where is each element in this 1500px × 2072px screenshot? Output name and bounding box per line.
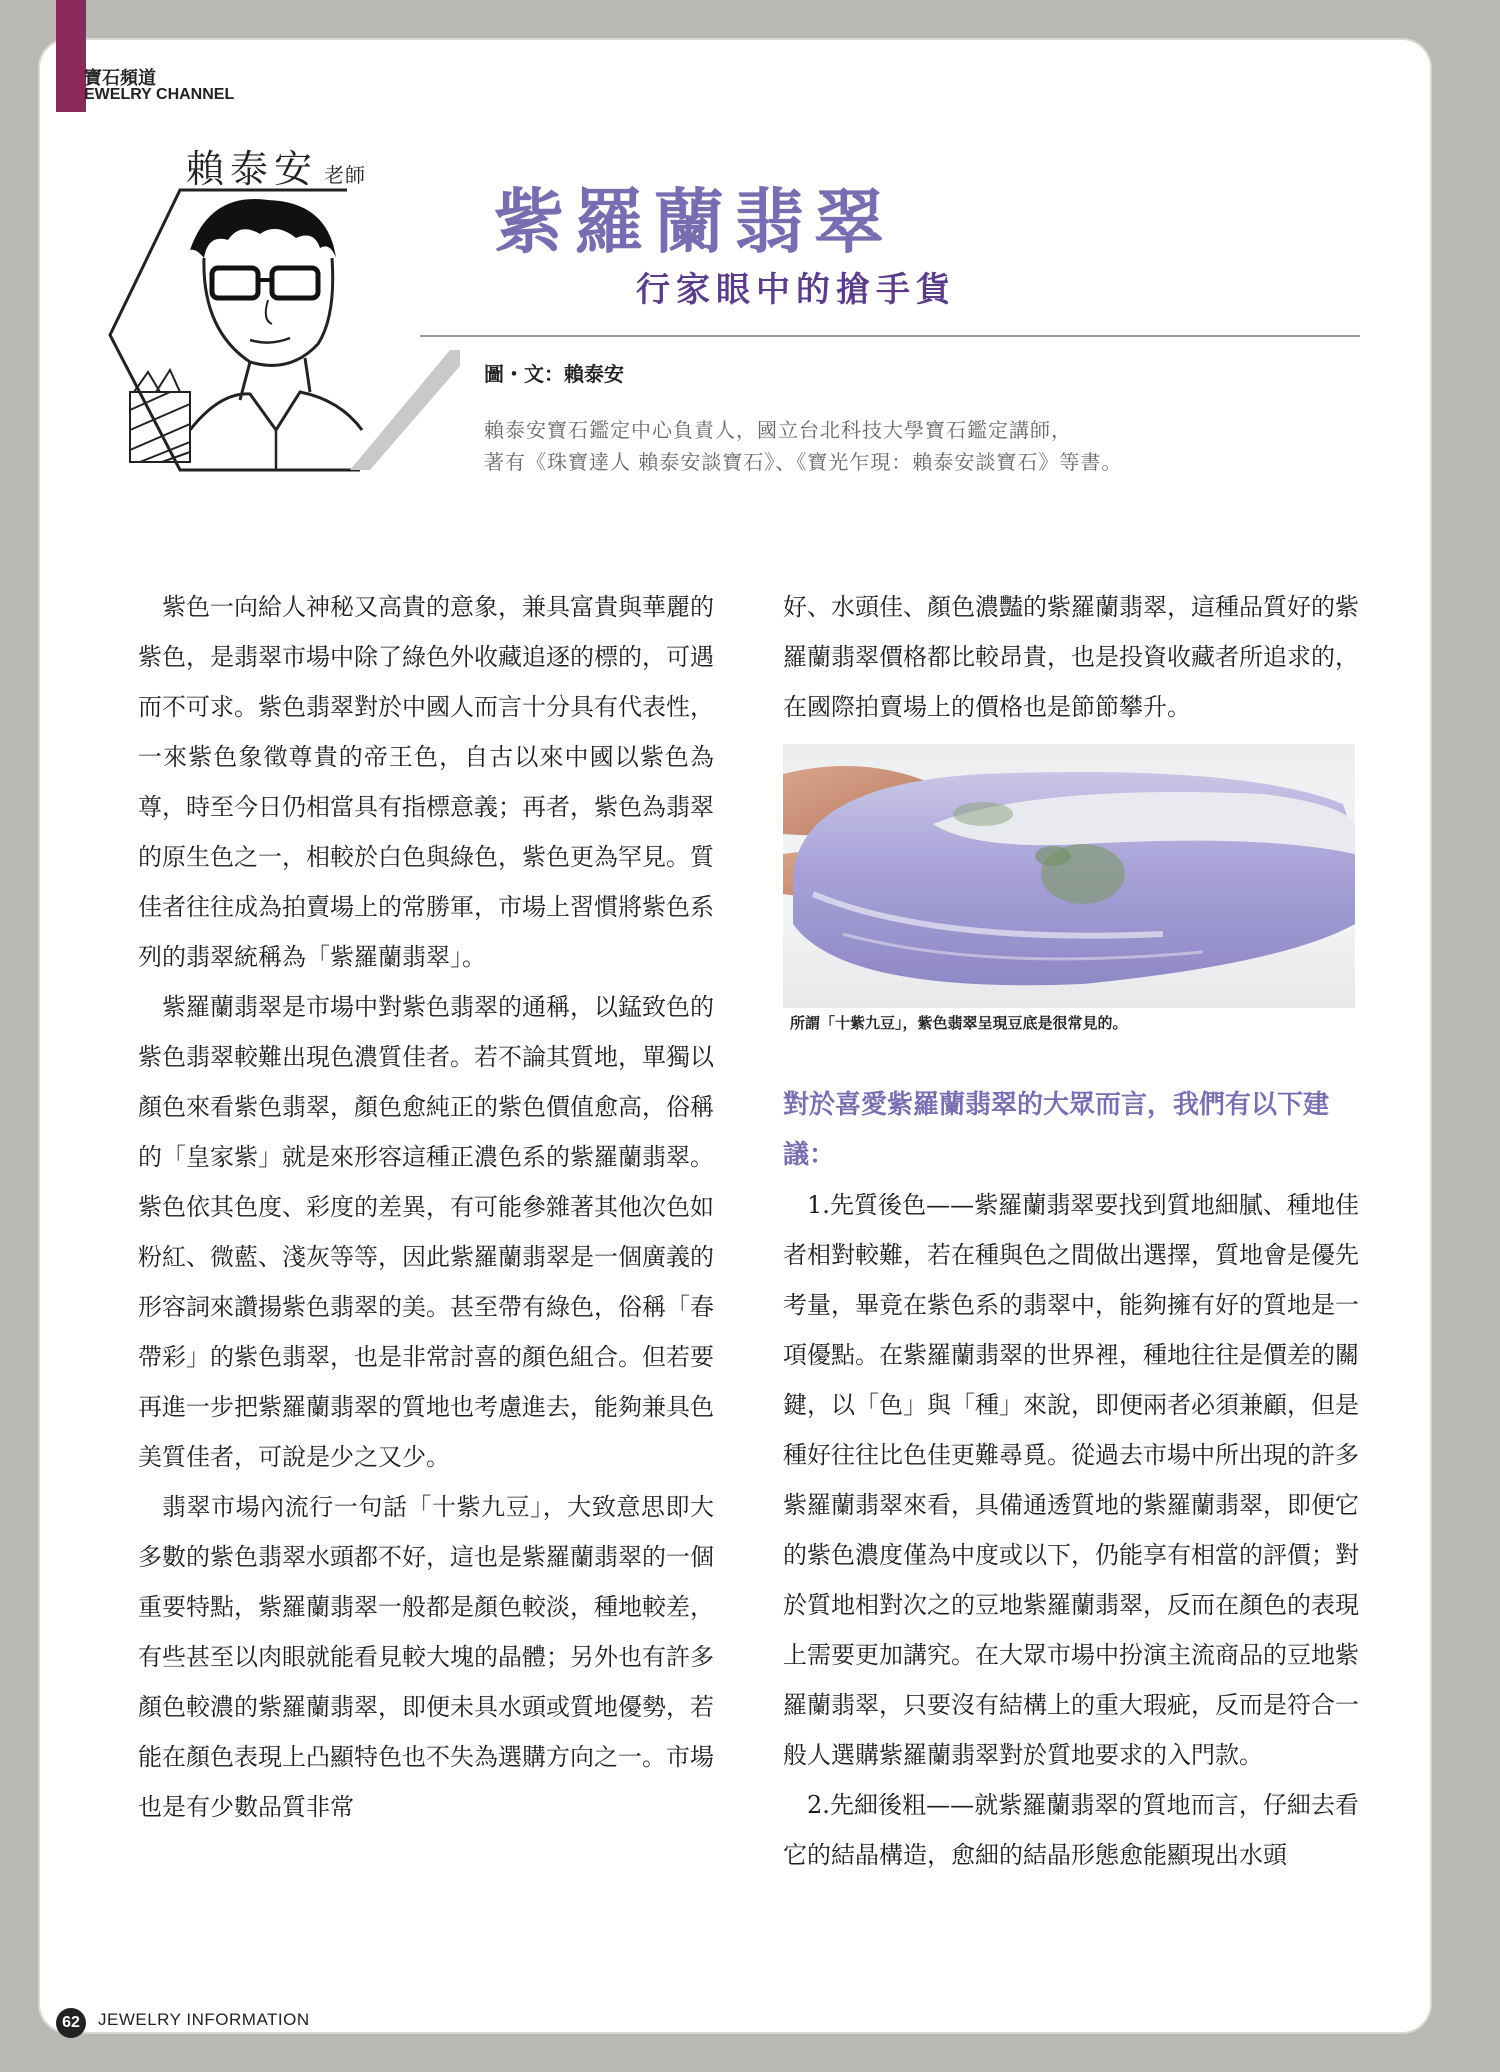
right-column-tips: [783, 1180, 1359, 1880]
tip-2-text: 就紫羅蘭翡翠的質地而言，仔細去看它的結晶構造，愈細的結晶形態愈能顯現出水頭: [783, 1791, 1360, 1869]
article-subtitle: 行家眼中的搶手貨: [636, 270, 956, 310]
section-title-zh: 寶石頻道: [84, 68, 156, 89]
author-name: 賴泰安: [186, 147, 319, 191]
left-paragraph-1: 紫色一向給人神秘又高貴的意象，兼具富貴與華麗的紫色，是翡翠市場中除了綠色外收藏追逐的標的，可遇而不可求。紫色翡翠對於中國人而言十分具有代表性，一來紫色象徵尊貴的帝王色，自古以來中國以紫色為尊，時至今日仍相當具有指標意義；再者，紫色為翡翠的原生色之一，相較於白色與綠色，紫色更為罕見。質佳者往往成為拍賣場上的常勝軍，市場上習慣將紫色系列的翡翠統稱為「紫羅蘭翡翠」。: [138, 593, 714, 971]
tip-1-text: 紫羅蘭翡翠要找到質地細膩、種地佳者相對較難，若在種與色之間做出選擇，質地會是優先考量，畢竟在紫色系的翡翠中，能夠擁有好的質地是一項優點。在紫羅蘭翡翠的世界裡，種地往往是價差的關鍵，以「色」與「種」來說，即便兩者必須兼顧，但是種好往往比色佳更難尋覓。從過去市場中所出現的許多紫羅蘭翡翠來看，具備通透質地的紫羅蘭翡翠，即便它的紫色濃度僅為中度或以下，仍能享有相當的評價；對於質地相對次之的豆地紫羅蘭翡翠，反而在顏色的表現上需要更加講究。在大眾市場中扮演主流商品的豆地紫羅蘭翡翠，只要沒有結構上的重大瑕疵，反而是符合一般人選購紫羅蘭翡翠對於質地要求的入門款。: [783, 1191, 1360, 1769]
left-paragraph-3: 翡翠市場內流行一句話「十紫九豆」，大致意思即大多數的紫色翡翠水頭都不好，這也是紫羅蘭翡翠的一個重要特點，紫羅蘭翡翠一般都是顏色較淡，種地較差，有些甚至以肉眼就能看見較大塊的晶體；另外也有許多顏色較濃的紫羅蘭翡翠，即便未具水頭或質地優勢，若能在顏色表現上凸顯特色也不失為選購方向之一。市場也是有少數品質非常: [138, 1493, 714, 1821]
left-column: [138, 582, 714, 1832]
author-bio-line-2: 著有《珠寶達人 賴泰安談寶石》、《寶光乍現：賴泰安談寶石》等書。: [484, 450, 1123, 474]
article-byline: 圖・文：賴泰安: [484, 362, 624, 386]
tip-2-label: 2.先細後粗——: [807, 1791, 975, 1819]
tip-1: [783, 1180, 1359, 1780]
tip-1-label: 1.先質後色——: [807, 1191, 975, 1219]
author-bio-line-1: 賴泰安寶石鑑定中心負責人，國立台北科技大學寶石鑑定講師，: [484, 418, 1072, 442]
magazine-name: JEWELRY INFORMATION: [98, 2010, 310, 2029]
author-bio: [484, 414, 1122, 478]
article-title: 紫羅蘭翡翠: [494, 181, 894, 263]
section-letter: J: [58, 57, 84, 109]
page-number: 62: [56, 2008, 86, 2038]
jade-bangle-photo: [783, 744, 1355, 1008]
tip-2: [783, 1780, 1359, 1880]
advice-heading: 對於喜愛紫羅蘭翡翠的大眾而言，我們有以下建議：: [783, 1090, 1330, 1170]
right-column-top: [783, 582, 1359, 732]
author-signature: [186, 138, 366, 193]
section-title-en: EWELRY CHANNEL: [84, 86, 235, 103]
right-paragraph-1: 好、水頭佳、顏色濃豔的紫羅蘭翡翠，這種品質好的紫羅蘭翡翠價格都比較昂貴，也是投資收藏者所追求的，在國際拍賣場上的價格也是節節攀升。: [783, 593, 1359, 721]
author-title: 老師: [324, 163, 367, 187]
left-paragraph-2: 紫羅蘭翡翠是市場中對紫色翡翠的通稱，以錳致色的紫色翡翠較難出現色濃質佳者。若不論其質地，單獨以顏色來看紫色翡翠，顏色愈純正的紫色價值愈高，俗稱的「皇家紫」就是來形容這種正濃色系的紫羅蘭翡翠。紫色依其色度、彩度的差異，有可能參雜著其他次色如粉紅、微藍、淺灰等等，因此紫羅蘭翡翠是一個廣義的形容詞來讚揚紫色翡翠的美。甚至帶有綠色，俗稱「春帶彩」的紫色翡翠，也是非常討喜的顏色組合。但若要再進一步把紫羅蘭翡翠的質地也考慮進去，能夠兼具色美質佳者，可說是少之又少。: [138, 993, 714, 1471]
jade-bangle-drawing: [783, 744, 1355, 1008]
photo-caption: 所謂「十紫九豆」，紫色翡翠呈現豆底是很常見的。: [790, 1014, 1128, 1032]
title-divider: [420, 330, 1360, 342]
